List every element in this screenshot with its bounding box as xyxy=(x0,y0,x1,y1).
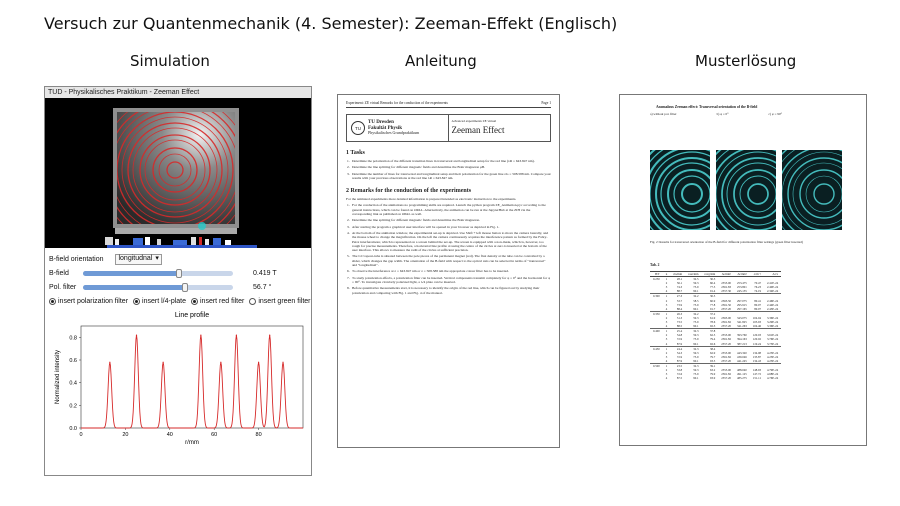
table-cell: 439.046 xyxy=(737,354,747,359)
table-cell: 1 xyxy=(663,311,671,316)
plot-frame xyxy=(81,326,303,428)
slide-title: Versuch zur Quantenmechanik (4. Semester): Zeeman-Effekt (Englisch) xyxy=(44,14,618,33)
table-cell: 2.44E-24 xyxy=(767,302,779,307)
table-cell: 32.2 xyxy=(685,311,701,316)
table-header: Δλ/ν xyxy=(764,272,781,277)
table-cell: 443.320 xyxy=(737,350,747,355)
table-header: Δr/mm² xyxy=(734,272,750,277)
b-orientation-value: longitudnal xyxy=(118,255,153,262)
table-cell: 53.7 xyxy=(676,298,683,303)
b-orientation-label: B-field orientation xyxy=(49,255,104,263)
table-row xyxy=(650,376,781,380)
table-cell: 3 xyxy=(665,337,668,342)
table-cell: 1 xyxy=(663,346,671,351)
doc-title-block xyxy=(346,114,551,142)
optical-rail xyxy=(115,228,237,234)
table-cell: 62.5 xyxy=(710,333,716,338)
profile-peak-3 xyxy=(200,334,201,335)
table-cell: 2361.50 xyxy=(721,302,732,307)
table-cell: 80.07 xyxy=(754,302,762,307)
x-tick-label: 60 xyxy=(211,432,218,438)
table-cell: 62.9 xyxy=(710,350,716,355)
institution-name: TU Dresden xyxy=(368,120,394,126)
section-remarks-heading: 2 Remarks for the conduction of the experiments xyxy=(346,188,472,195)
table-cell: 4 xyxy=(665,358,668,363)
table-cell: 72.9 xyxy=(676,354,683,359)
tu-dresden-logo-icon: TU xyxy=(351,121,365,135)
table-cell: 1 xyxy=(663,294,671,299)
table-cell: 1 xyxy=(663,363,671,368)
profile-peak-4 xyxy=(220,362,221,363)
table-cell: 2357.20 xyxy=(721,341,732,346)
table-cell: 63.2 xyxy=(710,368,716,373)
table-cell: 23.5 xyxy=(670,363,685,368)
table-cell: 3.61E-24 xyxy=(767,333,779,338)
b-orientation-select[interactable] xyxy=(115,254,161,265)
y-tick-label: 0.0 xyxy=(69,426,77,432)
table-cell: 32.3 xyxy=(685,346,701,351)
table-cell: 4.79E-24 xyxy=(767,368,779,373)
table-cell: 2353.00 xyxy=(721,281,732,286)
table-cell: 485.275 xyxy=(737,376,747,381)
table-cell: 90.1 xyxy=(693,324,699,329)
table-cell: 75.9 xyxy=(693,354,699,359)
remarks-item: 1. For the conduction of the animations no programming skills are required. Launch the python program ZE_Animation.pyc according to the general instructions, which can be found on OPAL. Alternatively, the animation can be run at the JupyterHub at the ZIH via the corresponding link as published on OPAL as well. xyxy=(347,203,546,217)
table-cell: 56.1 xyxy=(676,281,683,286)
table-cell: 32.5 xyxy=(685,277,701,282)
table-cell: 77.5 xyxy=(710,285,716,290)
solution-ring-images xyxy=(650,150,845,235)
remarks-intro: For the animated experiments more detailed information is prepared intended as electronic instruction to the experiments. xyxy=(346,197,517,202)
table-cell: 32.3 xyxy=(685,329,701,334)
table-cell: 119.24 xyxy=(752,341,762,346)
table-cell xyxy=(650,376,663,380)
table-cell: 92.6 xyxy=(710,341,716,346)
table-cell: 2357.20 xyxy=(721,324,732,329)
table-cell: 393.760 xyxy=(737,333,747,338)
table-cell: 70.47 xyxy=(754,281,762,286)
table-cell: 147.72 xyxy=(752,372,762,377)
table-cell: 2 xyxy=(665,368,668,373)
solution-table xyxy=(650,271,781,380)
table-cell: 387.213 xyxy=(737,341,747,346)
radio-button-icon[interactable] xyxy=(191,298,198,305)
table-cell: 90.1 xyxy=(693,341,699,346)
section-tasks-heading: 1 Tasks xyxy=(346,150,365,156)
table-cell: 0.400 xyxy=(650,329,663,334)
profile-peak-0 xyxy=(109,362,110,363)
table-cell: 92.3 xyxy=(710,324,716,329)
table-cell: 4 xyxy=(665,306,668,311)
doc-running-header: Experiment: ZE virtual Remarks for the conduction of the experiments xyxy=(346,101,448,105)
y-tick-label: 0.6 xyxy=(69,358,77,364)
table-cell: 90.1 xyxy=(693,358,699,363)
table-cell: 2357.30 xyxy=(721,289,732,294)
table-cell: 88.7 xyxy=(676,289,683,294)
table-cell: 90.1 xyxy=(693,289,699,294)
tasks-item: 3. Determine the number of lines for transversal and longitudinal setup and their polarization for the green line λG = 508.588 nm. Compare your results with your previous observations at the red line λR = 643.847 nm. xyxy=(347,171,551,180)
table-cell: 39.1 xyxy=(701,363,718,368)
table-cell: 295.915 xyxy=(737,302,747,307)
table-cell: 103.93 xyxy=(752,320,762,325)
table-header: rin/mm xyxy=(670,272,685,277)
table-cell: 91.4 xyxy=(710,289,716,294)
table-cell: 73.5 xyxy=(676,320,683,325)
table-cell: 72.9 xyxy=(676,337,683,342)
chevron-down-icon: ▾ xyxy=(155,255,159,262)
table-cell: 135.87 xyxy=(752,354,762,359)
table-cell: 0.250 xyxy=(650,277,663,282)
remarks-item: 2. Determine the line splitting for different magnetic fields and determine the Bohr magneton. xyxy=(347,218,480,223)
table-cell: 394.163 xyxy=(737,337,747,342)
doc-page-number: Page 1 xyxy=(541,101,551,105)
simulation-3d-viewport[interactable] xyxy=(45,98,311,248)
faculty-name: Fakultät Physik xyxy=(368,125,403,131)
table-cell: 4.25E-24 xyxy=(767,350,779,355)
pol-filter-label: Pol. filter xyxy=(49,283,77,291)
table-cell: 76.23 xyxy=(754,285,762,290)
table-cell: 87.5 xyxy=(676,376,683,381)
y-axis-label: Normalized intensity xyxy=(55,349,61,405)
x-tick-label: 80 xyxy=(255,432,262,438)
table-cell: 90.1 xyxy=(693,376,699,381)
table-cell: 91.7 xyxy=(710,306,716,311)
table-cell: 3 xyxy=(665,372,668,377)
table-cell: 3 xyxy=(665,302,668,307)
simulation-window-title: TUD - Physikalisches Praktikum - Zeeman Effect xyxy=(45,87,311,98)
x-axis-label: r/mm xyxy=(185,440,199,446)
table-cell: 0.300 xyxy=(650,294,663,299)
table-cell: 2357.20 xyxy=(721,306,732,311)
chart-title: Line profile xyxy=(174,312,210,319)
table-cell: 2361.82 xyxy=(721,320,732,325)
remarks-item: 8. Before quantitative measurements start, it is necessary to identify the origin of the red line, which can be figured out by studying their polarization and comparing with Fig. 1 and Fig. 4 of the manual. xyxy=(347,286,540,295)
remarks-list xyxy=(338,203,559,294)
panel-label-0: a) without pol. filter xyxy=(650,112,677,116)
table-cell: 88.5 xyxy=(676,324,683,329)
table-header: B/T xyxy=(650,272,663,277)
table-cell: 77.8 xyxy=(710,302,716,307)
tasks-item: 2. Determine the line splitting for different magnetic fields and determine the Bohr magneton μB. xyxy=(347,165,486,170)
radio-option-1[interactable] xyxy=(133,298,186,305)
profile-peak-5 xyxy=(236,334,237,335)
table-cell: 59.3 xyxy=(693,350,699,355)
table-cell: 32.3 xyxy=(685,363,701,368)
solution-figure-caption: Fig. 2: Results for transversal orientation of the B-field for different polarization filter settings (green filter inserted) xyxy=(650,240,803,244)
table-cell: 80.41 xyxy=(754,298,762,303)
table-cell: 2357.20 xyxy=(721,358,732,363)
table-cell: 30.3 xyxy=(701,277,718,282)
y-tick-label: 0.4 xyxy=(69,380,77,387)
table-header: rout/mm xyxy=(685,272,701,277)
table-cell: 2.41E-24 xyxy=(767,281,779,286)
musterloesung-document xyxy=(619,94,867,446)
table-cell: 297.165 xyxy=(737,306,747,311)
table-cell: 341.825 xyxy=(737,320,747,325)
radio-button-icon[interactable] xyxy=(133,298,140,305)
task-list xyxy=(338,159,559,180)
b-field-slider-handle[interactable] xyxy=(176,269,182,278)
table-cell: 1 xyxy=(663,329,671,334)
table-cell: 3 xyxy=(665,320,668,325)
table-cell: 75.9 xyxy=(693,337,699,342)
experimental-setup xyxy=(105,237,257,248)
table-cell: 2.34E-24 xyxy=(767,289,779,294)
table-cell: 2361.82 xyxy=(721,337,732,342)
table-cell: 88.4 xyxy=(676,306,683,311)
anleitung-document xyxy=(337,94,560,448)
table-cell: 79.4 xyxy=(710,337,716,342)
table-cell: 72.6 xyxy=(676,372,683,377)
table-cell: 87.9 xyxy=(676,358,683,363)
table-cell: 30.5 xyxy=(701,294,718,299)
table-cell: 3 xyxy=(665,354,668,359)
table-cell: 2363.50 xyxy=(721,298,732,303)
table-cell: 80.07 xyxy=(754,306,762,311)
table-cell: 3.73E-24 xyxy=(767,341,779,346)
table-cell: 59.3 xyxy=(693,368,699,373)
table-cell: 134.43 xyxy=(752,358,762,363)
table-cell: 3.36E-24 xyxy=(767,315,779,320)
table-cell: 4.25E-24 xyxy=(767,358,779,363)
table-cell: 4 xyxy=(665,289,668,294)
table-cell: 2363.00 xyxy=(721,315,732,320)
course-line: Advanced experiments ZE virtual xyxy=(451,119,497,123)
table-cell: 24.4 xyxy=(670,346,685,351)
radio-button-icon[interactable] xyxy=(249,298,256,305)
table-cell: 4.68E-24 xyxy=(767,372,779,377)
y-tick-label: 0.8 xyxy=(69,335,77,342)
tasks-item: 1. Determine the polarization of the different transition lines in transversal and longitudinal setup for the red line (λR = 643.847 nm). xyxy=(347,159,535,163)
table-cell: 58.5 xyxy=(693,298,699,303)
column-heading-anleitung: Anleitung xyxy=(405,52,477,70)
table-cell: 120.02 xyxy=(752,337,762,342)
profile-peak-8 xyxy=(282,362,283,363)
table-cell: 75.9 xyxy=(693,302,699,307)
table-cell: 341.263 xyxy=(737,324,747,329)
remarks-item: 6. To observe the interference at λ = 643.847 nm or λ = 508.588 nm the appropriate colour filter has to be inserted. xyxy=(347,269,509,274)
table-cell: 0.450 xyxy=(650,346,663,351)
table-header: ravg/mm xyxy=(701,272,718,277)
table-cell: 2353.00 xyxy=(721,368,732,373)
table-cell: 3 xyxy=(665,285,668,290)
profile-peak-7 xyxy=(269,334,270,335)
cd-lamp-glow xyxy=(198,222,206,230)
panel-label-1: b) φ = 0° xyxy=(716,112,729,116)
table-cell: 2353.00 xyxy=(721,350,732,355)
lab-name: Physikalisches Grundpraktikum xyxy=(368,130,420,136)
table-cell: 2.43E-24 xyxy=(767,306,779,311)
table-cell: 2353.00 xyxy=(721,333,732,338)
table-cell: 93.9 xyxy=(710,376,716,381)
radio-option-label: insert polarization filter xyxy=(58,297,129,305)
table-cell: 2357.20 xyxy=(721,376,732,381)
x-tick-label: 20 xyxy=(122,432,129,438)
y-tick-label: 0.2 xyxy=(69,403,77,410)
profile-peak-6 xyxy=(258,362,259,363)
table-cell: 2 xyxy=(665,350,668,355)
panel-label-2: c) φ = 90° xyxy=(768,112,782,116)
table-cell: 441.245 xyxy=(737,358,747,363)
table-cell: 491.125 xyxy=(737,372,747,377)
table-cell: 54.8 xyxy=(676,333,683,338)
table-cell: 59.3 xyxy=(693,333,699,338)
table-cell: 2.46E-24 xyxy=(767,298,779,303)
pol-filter-value: 56.7 ° xyxy=(253,283,272,291)
table-cell: 74.19 xyxy=(754,289,762,294)
radio-option-label: insert red filter xyxy=(200,297,245,305)
table-cell: 245.135 xyxy=(737,289,747,294)
table-cell: 75.9 xyxy=(693,320,699,325)
table-cell: 253.801 xyxy=(737,285,747,290)
table-cell: 54.3 xyxy=(676,350,683,355)
table-cell: 60.9 xyxy=(710,298,716,303)
table-cell: 0.500 xyxy=(650,363,663,368)
table-cell: 343.075 xyxy=(737,315,747,320)
line-profile-plot xyxy=(45,308,311,450)
radio-option-label: insert l/4-plate xyxy=(142,297,186,305)
radio-option-label: insert green filter xyxy=(258,297,311,305)
table-cell: 87.9 xyxy=(676,341,683,346)
panel-labels xyxy=(650,112,866,116)
table-cell: 59.3 xyxy=(693,315,699,320)
table-cell: 134.08 xyxy=(752,350,762,355)
table-cell: 3.76E-24 xyxy=(767,337,779,342)
table-cell: 75.9 xyxy=(693,285,699,290)
table-cell: 74.3 xyxy=(676,285,683,290)
profile-peak-2 xyxy=(163,362,164,363)
table-cell: 151.11 xyxy=(752,376,762,381)
table-cell: 2361.82 xyxy=(721,354,732,359)
radio-option-3[interactable] xyxy=(249,298,310,305)
table-header: Δr/mm² xyxy=(718,272,734,277)
table-cell: 1 xyxy=(663,277,671,282)
table-header: n xyxy=(663,272,671,277)
remarks-item: 3. After starting the program a graphical user interface will be opened in your browser as depicted in Fig. 1. xyxy=(347,224,500,229)
table-cell: 32.2 xyxy=(685,294,701,299)
remarks-item: 4. At the bottom of the animation window, the experimental set-up is depicted. Use Shift + left mouse button to move the camera laterally, and the mouse wheel to change the magnification. On the left the camera continuously acquires the interference pattern as formed by the Fabry-Pérot interferometer, which is represented on a screen behind the set-up. The screen is equipped with a non-mask, which is, however, too rough for precise measurements. Therefore, a horizontal line profile crossing the centre of the circles at zero is inserted at the bottom of the user interface. This allows to measure the radii of the circles at sufficient precision. xyxy=(347,230,549,253)
table-cell: 104.46 xyxy=(752,324,762,329)
table-cell: 25.4 xyxy=(670,329,685,334)
radio-option-0[interactable] xyxy=(49,298,128,305)
table-cell: 28.1 xyxy=(670,277,685,282)
table-cell: 253.475 xyxy=(737,281,747,286)
table-cell: 78.6 xyxy=(710,320,716,325)
table-cell: 75.9 xyxy=(693,372,699,377)
filter-options xyxy=(49,294,311,308)
table-cell: 2 xyxy=(665,315,668,320)
table-cell: 4 xyxy=(665,376,668,381)
line-profile-series xyxy=(81,335,303,428)
pol-filter-slider[interactable] xyxy=(83,285,233,290)
profile-peak-1 xyxy=(136,334,137,335)
table-cell: 2 xyxy=(665,281,668,286)
table-cell: 2.40E-24 xyxy=(767,285,779,290)
solution-table-title: Tab. 2 xyxy=(650,263,660,267)
remarks-item: 5. The Cd vapour-tube is situated between the pole pieces of the permanent magnet (red). The flux density at the tube can be controlled by a slider, which changes the gap width. The orientation of the B-field with respect to the optical axis can be selected in terms of "transversal" and "longitudinal". xyxy=(347,254,546,268)
b-field-slider[interactable] xyxy=(83,271,233,276)
table-cell: 73.9 xyxy=(676,302,683,307)
table-cell: 0.350 xyxy=(650,311,663,316)
b-field-value: 0.419 T xyxy=(253,269,277,277)
table-cell: 79.9 xyxy=(710,372,716,377)
table-cell: 2 xyxy=(665,298,668,303)
table-cell: 51.3 xyxy=(676,315,683,320)
table-cell: 2361.82 xyxy=(721,372,732,377)
column-heading-musterloesung: Musterlösung xyxy=(695,52,797,70)
table-cell: 4.23E-24 xyxy=(767,354,779,359)
solution-figure-title: Anomalous Zeeman effect: Transversal orientation of the B-field xyxy=(656,105,758,109)
remarks-item: 7. To study polarization effects, a polarization filter can be inserted. Vertical components transmit completely for φ = 0° and the horizontal for φ = 90°. To investigate circularly polarized light, a λ/4 plate can be inserted. xyxy=(347,275,551,284)
table-cell: 79.7 xyxy=(710,354,716,359)
table-header: σ/m⁻¹ xyxy=(750,272,764,277)
table-cell: 2361.83 xyxy=(721,285,732,290)
table-cell: 38.4 xyxy=(701,346,718,351)
table-cell: 61.9 xyxy=(710,315,716,320)
table-cell: 4.76E-24 xyxy=(767,376,779,381)
x-tick-label: 0 xyxy=(79,432,83,438)
table-cell: 148.93 xyxy=(752,368,762,373)
table-cell: 4 xyxy=(665,341,668,346)
radio-button-icon[interactable] xyxy=(49,298,56,305)
table-cell: 2 xyxy=(665,333,668,338)
pol-filter-slider-handle[interactable] xyxy=(182,283,188,292)
table-cell: 90.1 xyxy=(693,306,699,311)
table-cell: 37.8 xyxy=(701,329,718,334)
table-cell: 37.2 xyxy=(701,311,718,316)
simulation-controls xyxy=(45,248,311,308)
table-cell: 3.36E-24 xyxy=(767,324,779,329)
column-heading-simulation: Simulation xyxy=(130,52,210,70)
table-cell: 120.03 xyxy=(752,333,762,338)
table-cell: 53.8 xyxy=(676,368,683,373)
table-cell: 104.04 xyxy=(752,315,762,320)
table-cell: 3.29E-24 xyxy=(767,320,779,325)
b-field-label: B-field xyxy=(49,269,69,277)
table-cell: 59.3 xyxy=(693,281,699,286)
doc-title: Zeeman Effect xyxy=(451,125,505,135)
table-cell: 488.040 xyxy=(737,368,747,373)
radio-option-2[interactable] xyxy=(191,298,244,305)
table-cell: 297.075 xyxy=(737,298,747,303)
table-cell: 26.3 xyxy=(670,311,685,316)
table-cell: 27.3 xyxy=(670,294,685,299)
x-tick-label: 40 xyxy=(166,432,173,438)
table-cell: 60.4 xyxy=(710,281,716,286)
table-cell: 93.5 xyxy=(710,358,716,363)
table-cell: 4 xyxy=(665,324,668,329)
simulation-window xyxy=(44,86,312,476)
